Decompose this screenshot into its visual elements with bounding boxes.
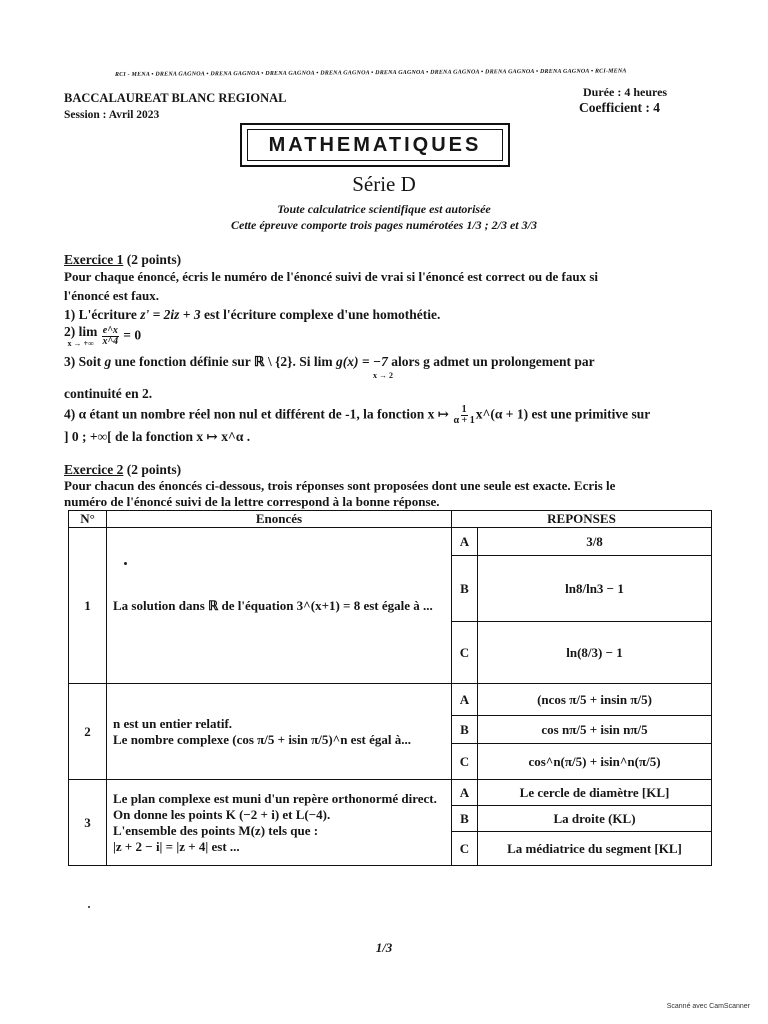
answer-letter: A [452,780,478,806]
answer-letter: B [452,716,478,744]
answer-text: La médiatrice du segment [KL] [478,832,712,866]
ex1-question-2 [64,326,141,350]
table-header-row [69,511,712,528]
row-enonce: Le plan complexe est muni d'un repère orthonormé direct. On donne les points K (−2 + i) et L(−4). L'ensemble des points M(z) tels que : |z + 2 − i| = |z + 4| est ... [107,780,452,866]
answer-letter: C [452,744,478,780]
exercise-1-intro-line1: Pour chaque énoncé, écris le numéro de l'énoncé suivi de vrai si l'énoncé est correct ou de faux si [64,269,599,284]
exercise-2-heading [64,462,181,478]
q1-text-post: est l'écriture complexe d'une homothétie. [200,307,441,322]
q4-fraction: $\frac{1}{\alpha + 1}$ [453,404,475,426]
row-number: 3 [69,780,107,866]
header-enonces: Enoncés [107,511,452,528]
q2-result: = 0 [123,327,142,343]
answer-text: 3/8 [478,528,712,556]
page-number: 1/3 [375,940,393,955]
table-row [69,780,712,806]
ex1-question-3: 3) Soit g une fonction définie sur ℝ \ {2}. Si lim g(x) = −7 alors g admet un prolongement par [64,354,595,369]
exercise-2-intro-line1: Pour chacun des énoncés ci-dessous, trois réponses sont proposées dont une seule est exacte. Ecris le [64,478,616,493]
pages-note: Cette épreuve comporte trois pages numérotées 1/3 ; 2/3 et 3/3 [231,218,537,232]
row-number: 2 [69,684,107,780]
answer-letter: B [452,806,478,832]
answer-text: cos^n(π/5) + isin^n(π/5) [478,744,712,780]
answers-table [68,510,712,866]
stray-dot [88,906,90,908]
q2-fraction: $\frac{e\^{}x}{x\^{}4}$ [102,325,119,347]
answer-letter: B [452,556,478,622]
ex1-question-3-line2: continuité en 2. [64,386,153,401]
header-no: N° [69,511,107,528]
exam-name: BACCALAUREAT BLANC REGIONAL [64,91,287,105]
q2-lim: 2) lim [64,324,98,339]
coefficient-label: Coefficient : 4 [579,100,660,115]
answer-text: Le cercle de diamètre [KL] [478,780,712,806]
calculator-note: Toute calculatrice scientifique est autorisée [277,202,491,216]
header-strip: RCI - MENA • DRENA GAGNOA • DRENA GAGNOA • DRENA GAGNOA • DRENA GAGNOA • DRENA GAGNOA • DRENA GAGNOA • DRENA GAGNOA • DRENA GAGNOA • RCI-MENA [114,68,627,78]
subject-title-box [240,123,510,167]
answer-letter: A [452,528,478,556]
stray-dot [124,562,127,565]
q1-formula: z' = 2iz + 3 [140,307,201,322]
ex1-question-1 [64,307,440,323]
answer-letter: A [452,684,478,716]
exercise-1-heading [64,252,181,268]
ex1-question-4-line2: ] 0 ; +∞[ de la fonction x ↦ x^α . [64,429,251,444]
row-enonce: n est un entier relatif. Le nombre complexe (cos π/5 + isin π/5)^n est égal à... [107,684,452,780]
answer-text: ln8/ln3 − 1 [478,556,712,622]
answer-text: (ncos π/5 + insin π/5) [478,684,712,716]
exercise-1-title: Exercice 1 [64,252,124,267]
exercise-1-points: (2 points) [123,252,182,267]
answer-letter: C [452,622,478,684]
ex1-question-4: 4) α étant un nombre réel non nul et différent de -1, la fonction x ↦ $\frac{1}{\alpha + 1}$ x^(α + 1) est une primitive sur [64,404,651,426]
row-enonce: La solution dans ℝ de l'équation 3^(x+1) = 8 est égale à ... [107,528,452,684]
answer-text: cos nπ/5 + isin nπ/5 [478,716,712,744]
subject-title: MATHEMATIQUES [247,129,503,161]
q2-lim-sub: x → +∞ [67,339,94,348]
q1-text-pre: 1) L'écriture [64,307,141,322]
exercise-2-points: (2 points) [123,462,182,477]
table-row [69,528,712,556]
exercise-2-intro-line2: numéro de l'énoncé suivi de la lettre correspond à la bonne réponse. [64,494,440,509]
duration-label: Durée : 4 heures [583,85,668,99]
row-number: 1 [69,528,107,684]
answer-text: ln(8/3) − 1 [478,622,712,684]
answer-text: La droite (KL) [478,806,712,832]
q3-lim-sub: x → 2 [373,371,393,380]
answer-letter: C [452,832,478,866]
series-label: Série D [352,172,416,196]
table-row [69,684,712,716]
exercise-1-intro-line2: l'énoncé est faux. [64,288,159,303]
header-reponses: REPONSES [452,511,712,528]
session-label: Session : Avril 2023 [64,109,160,121]
exercise-2-title: Exercice 2 [64,462,124,477]
scanner-watermark: Scanné avec CamScanner [666,1003,750,1010]
